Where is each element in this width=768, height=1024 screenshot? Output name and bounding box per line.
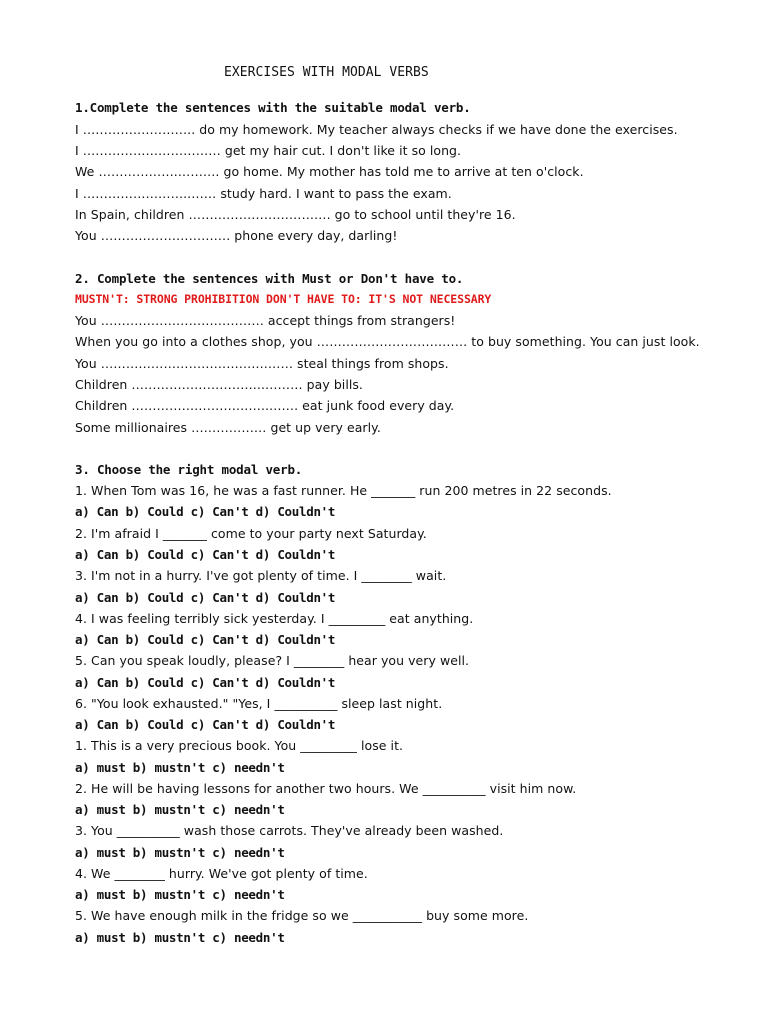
answer-options: a) must b) mustn't c) needn't <box>75 802 285 817</box>
question-text: 1. This is a very precious book. You _________ lose it. <box>75 738 404 753</box>
section-2-rule: MUSTN'T: STRONG PROHIBITION DON'T HAVE TO: IT'S NOT NECESSARY <box>75 292 492 306</box>
section-1-sentence: You …………………………. phone every day, darling! <box>75 228 398 243</box>
question-text: 2. I'm afraid I _______ come to your party next Saturday. <box>75 526 427 541</box>
section-1-sentence: We ……………….………. go home. My mother has told me to arrive at ten o'clock. <box>75 164 584 179</box>
answer-options: a) Can b) Could c) Can't d) Couldn't <box>75 675 336 690</box>
question-text: 1. When Tom was 16, he was a fast runner. He _______ run 200 metres in 22 seconds. <box>75 483 612 498</box>
answer-options: a) must b) mustn't c) needn't <box>75 930 285 945</box>
page-title: EXERCISES WITH MODAL VERBS <box>224 65 429 80</box>
section-1-sentence: In Spain, children ……………………………. go to school until they're 16. <box>75 207 516 222</box>
question-text: 4. We ________ hurry. We've got plenty of time. <box>75 866 368 881</box>
question-text: 2. He will be having lessons for another two hours. We __________ visit him now. <box>75 781 577 796</box>
question-text: 5. Can you speak loudly, please? I ________ hear you very well. <box>75 653 470 668</box>
answer-options: a) must b) mustn't c) needn't <box>75 887 285 902</box>
section-1-sentence: I …………………………… get my hair cut. I don't like it so long. <box>75 143 462 158</box>
section-2-heading: 2. Complete the sentences with Must or Don't have to. <box>75 271 464 286</box>
answer-options: a) Can b) Could c) Can't d) Couldn't <box>75 547 336 562</box>
question-text: 5. We have enough milk in the fridge so we ___________ buy some more. <box>75 908 529 923</box>
answer-options: a) Can b) Could c) Can't d) Couldn't <box>75 717 336 732</box>
answer-options: a) Can b) Could c) Can't d) Couldn't <box>75 590 336 605</box>
section-2-sentence: Children …………………….……..……. eat junk food every day. <box>75 398 455 413</box>
section-3-heading: 3. Choose the right modal verb. <box>75 462 303 477</box>
section-2-sentence: You ……………………………….……… steal things from shops. <box>75 356 449 371</box>
answer-options: a) must b) mustn't c) needn't <box>75 760 285 775</box>
answer-options: a) Can b) Could c) Can't d) Couldn't <box>75 632 336 647</box>
section-1-sentence: I ………….………….. do my homework. My teacher always checks if we have done the exercises. <box>75 122 678 137</box>
section-2-sentence: When you go into a clothes shop, you ……………………………… to buy something. You can just look. <box>75 334 700 349</box>
question-text: 3. You __________ wash those carrots. They've already been washed. <box>75 823 504 838</box>
section-1-sentence: I ……………………..…… study hard. I want to pass the exam. <box>75 186 452 201</box>
question-text: 6. "You look exhausted." "Yes, I __________ sleep last night. <box>75 696 443 711</box>
answer-options: a) Can b) Could c) Can't d) Couldn't <box>75 504 336 519</box>
section-1-heading: 1.Complete the sentences with the suitable modal verb. <box>75 100 471 115</box>
question-text: 3. I'm not in a hurry. I've got plenty of time. I ________ wait. <box>75 568 447 583</box>
section-2-sentence: You ………………………………… accept things from strangers! <box>75 313 456 328</box>
question-text: 4. I was feeling terribly sick yesterday. I _________ eat anything. <box>75 611 474 626</box>
section-2-sentence: Some millionaires ……………… get up very early. <box>75 420 381 435</box>
section-2-sentence: Children …………………………..……… pay bills. <box>75 377 363 392</box>
answer-options: a) must b) mustn't c) needn't <box>75 845 285 860</box>
